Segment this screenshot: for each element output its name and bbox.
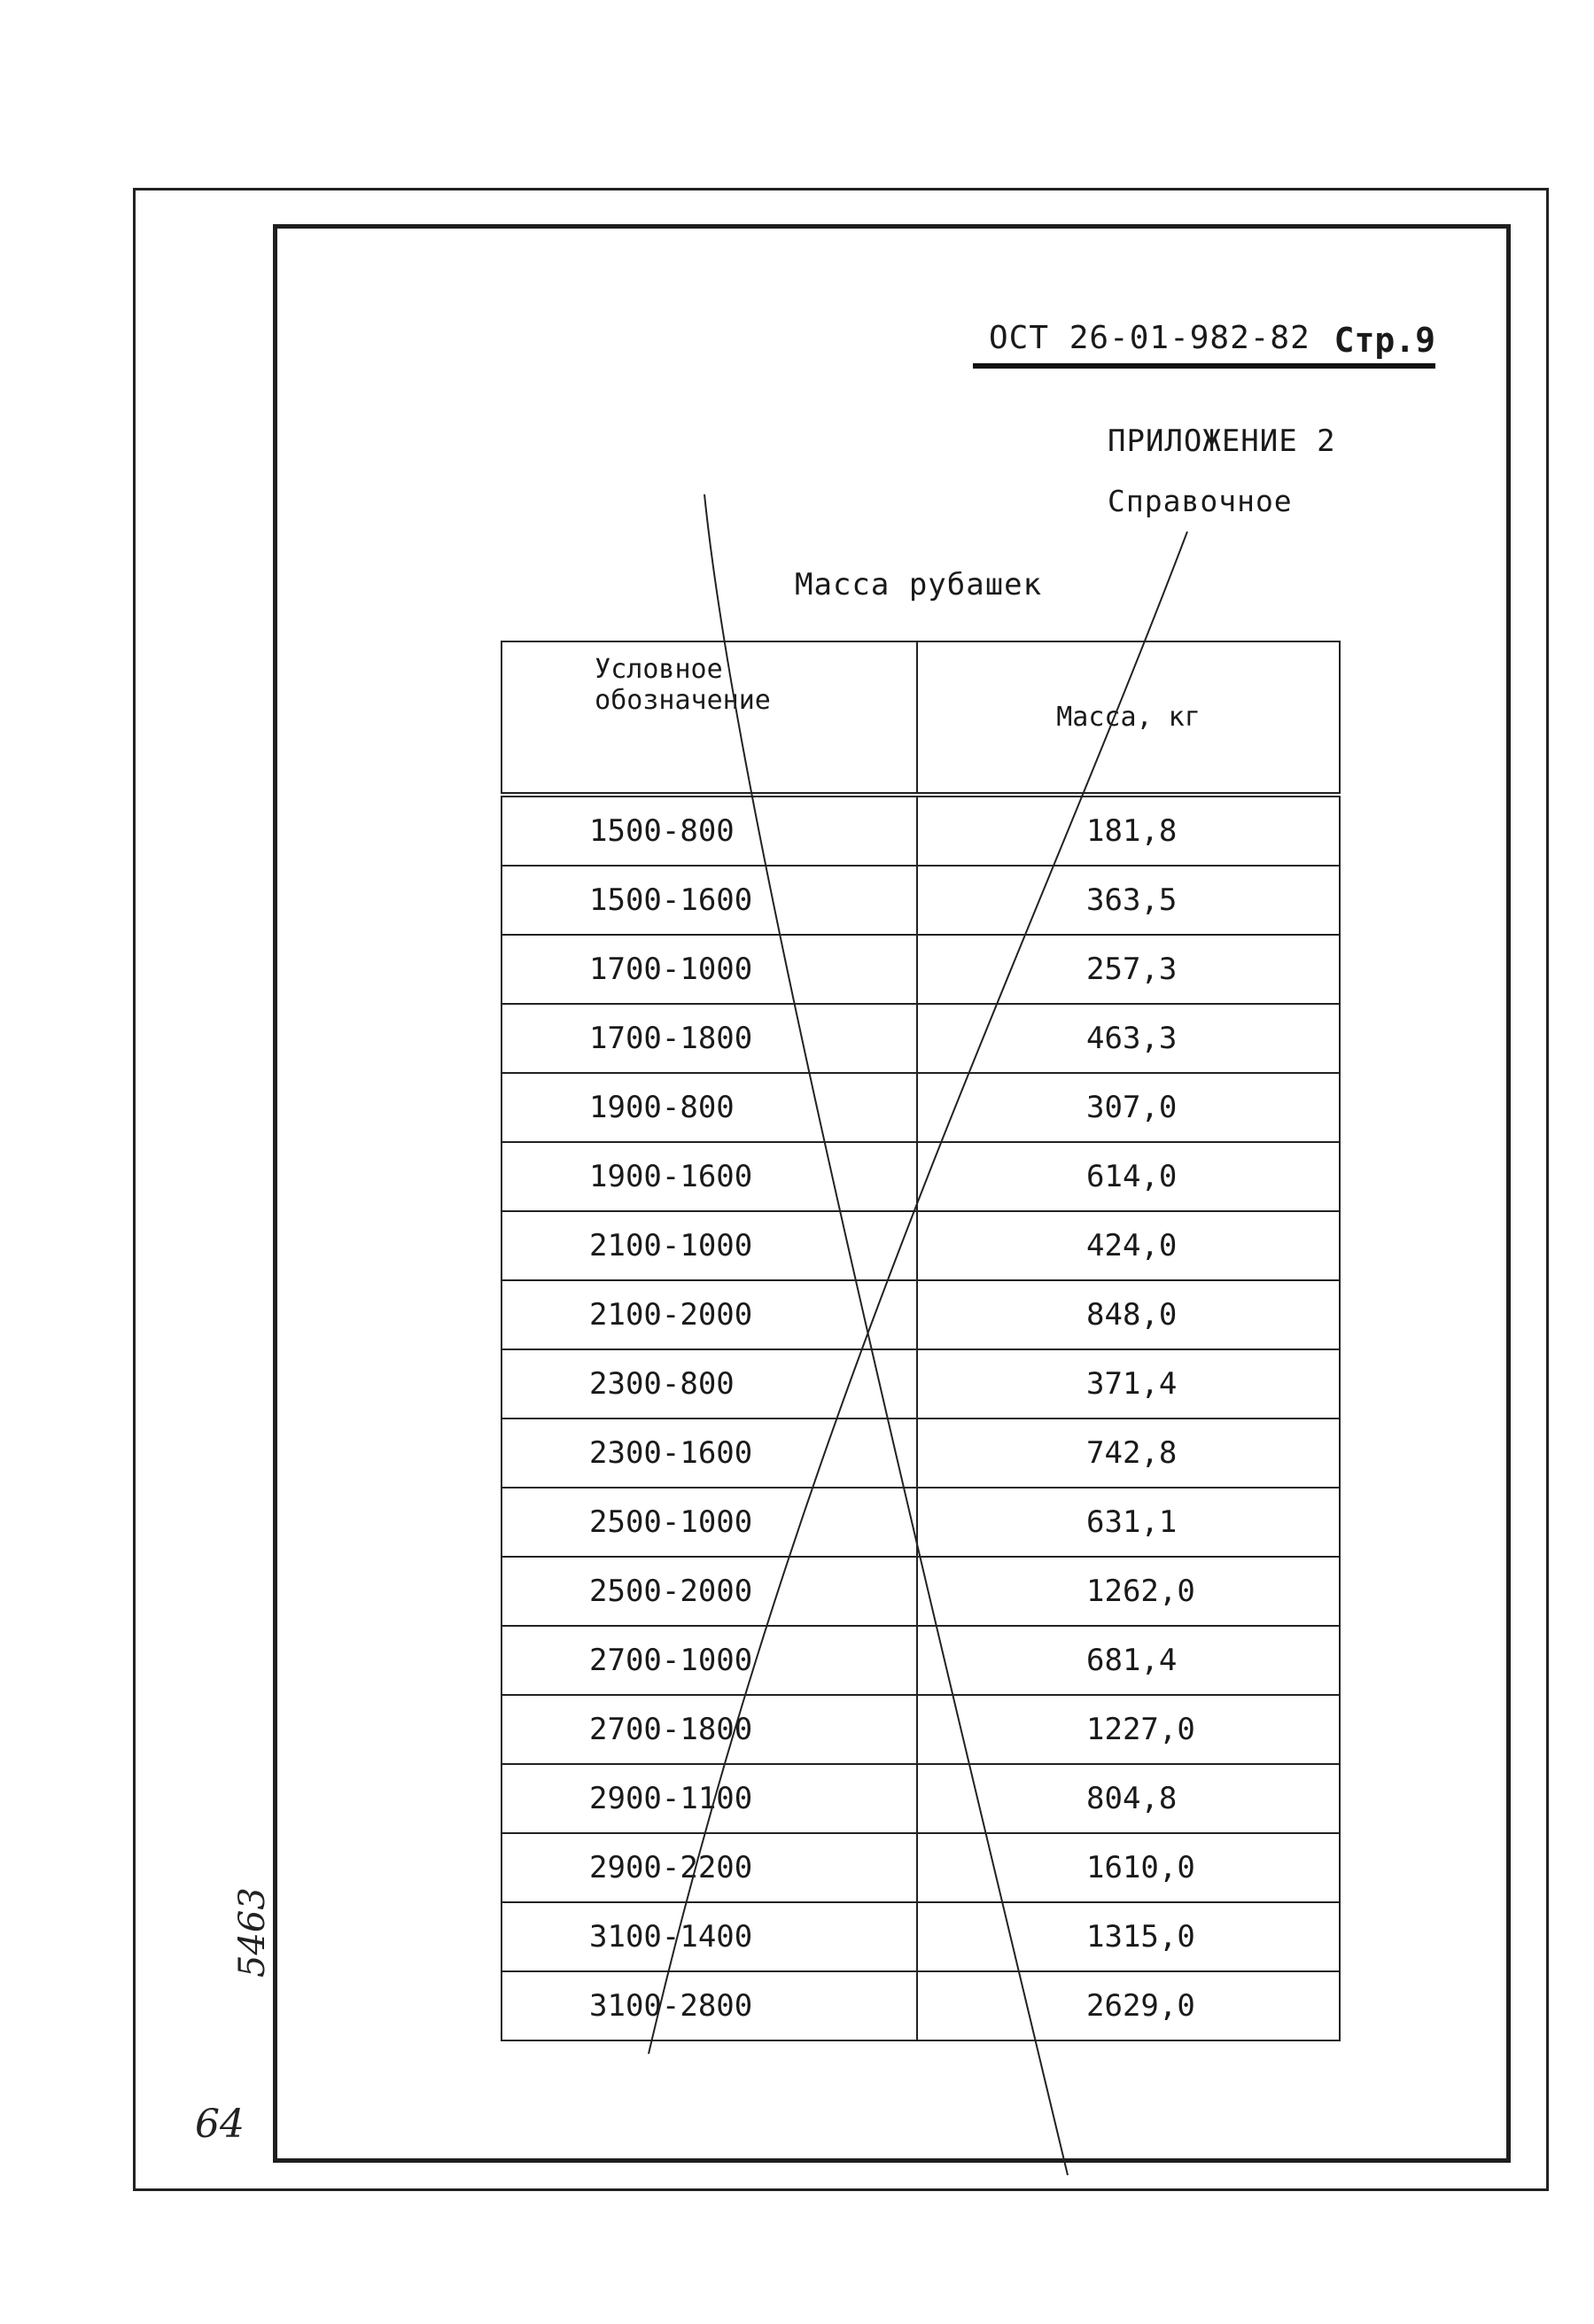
designation-cell: 2300-800 [502,1349,917,1418]
mass-cell: 1315,0 [917,1902,1340,1971]
designation-cell: 1900-800 [502,1073,917,1142]
designation-cell: 1500-800 [502,795,917,866]
designation-cell: 1700-1000 [502,935,917,1004]
mass-cell: 681,4 [917,1626,1340,1695]
mass-cell: 1227,0 [917,1695,1340,1764]
designation-cell: 2700-1800 [502,1695,917,1764]
mass-cell: 614,0 [917,1142,1340,1211]
document-code: ОСТ 26-01-982-82 [989,320,1310,356]
mass-cell: 631,1 [917,1488,1340,1557]
designation-cell: 2700-1000 [502,1626,917,1695]
strike-line-right [649,532,1187,2054]
mass-cell: 848,0 [917,1280,1340,1349]
designation-cell: 2900-2200 [502,1833,917,1902]
mass-cell: 804,8 [917,1764,1340,1833]
designation-cell: 2100-2000 [502,1280,917,1349]
designation-cell: 1900-1600 [502,1142,917,1211]
page-label: Стр.9 [1334,321,1435,360]
designation-cell: 2900-1100 [502,1764,917,1833]
mass-cell: 363,5 [917,866,1340,935]
handwritten-page-number: 64 [195,2102,245,2147]
designation-cell: 2100-1000 [502,1211,917,1280]
appendix-title: ПРИЛОЖЕНИЕ 2 [1108,424,1336,459]
designation-cell: 1700-1800 [502,1004,917,1073]
designation-cell: 1500-1600 [502,866,917,935]
mass-cell: 257,3 [917,935,1340,1004]
designation-cell: 3100-2800 [502,1971,917,2040]
designation-cell: 3100-1400 [502,1902,917,1971]
mass-cell: 424,0 [917,1211,1340,1280]
designation-cell: 2500-2000 [502,1557,917,1626]
designation-cell: 2300-1600 [502,1418,917,1488]
strike-line-left [704,494,1068,2175]
mass-cell: 2629,0 [917,1971,1340,2040]
mass-cell: 307,0 [917,1073,1340,1142]
mass-cell: 742,8 [917,1418,1340,1488]
table-title: Масса рубашек [795,567,1043,602]
column-header-mass: Масса, кг [917,641,1340,795]
appendix-type: Справочное [1108,484,1293,518]
mass-cell: 371,4 [917,1349,1340,1418]
column-header-designation: Условное обозначение [502,641,917,795]
mass-cell: 463,3 [917,1004,1340,1073]
mass-cell: 1262,0 [917,1557,1340,1626]
designation-cell: 2500-1000 [502,1488,917,1557]
handwritten-vertical-number: 5463 [232,1887,273,1978]
mass-cell: 1610,0 [917,1833,1340,1902]
mass-cell: 181,8 [917,795,1340,866]
